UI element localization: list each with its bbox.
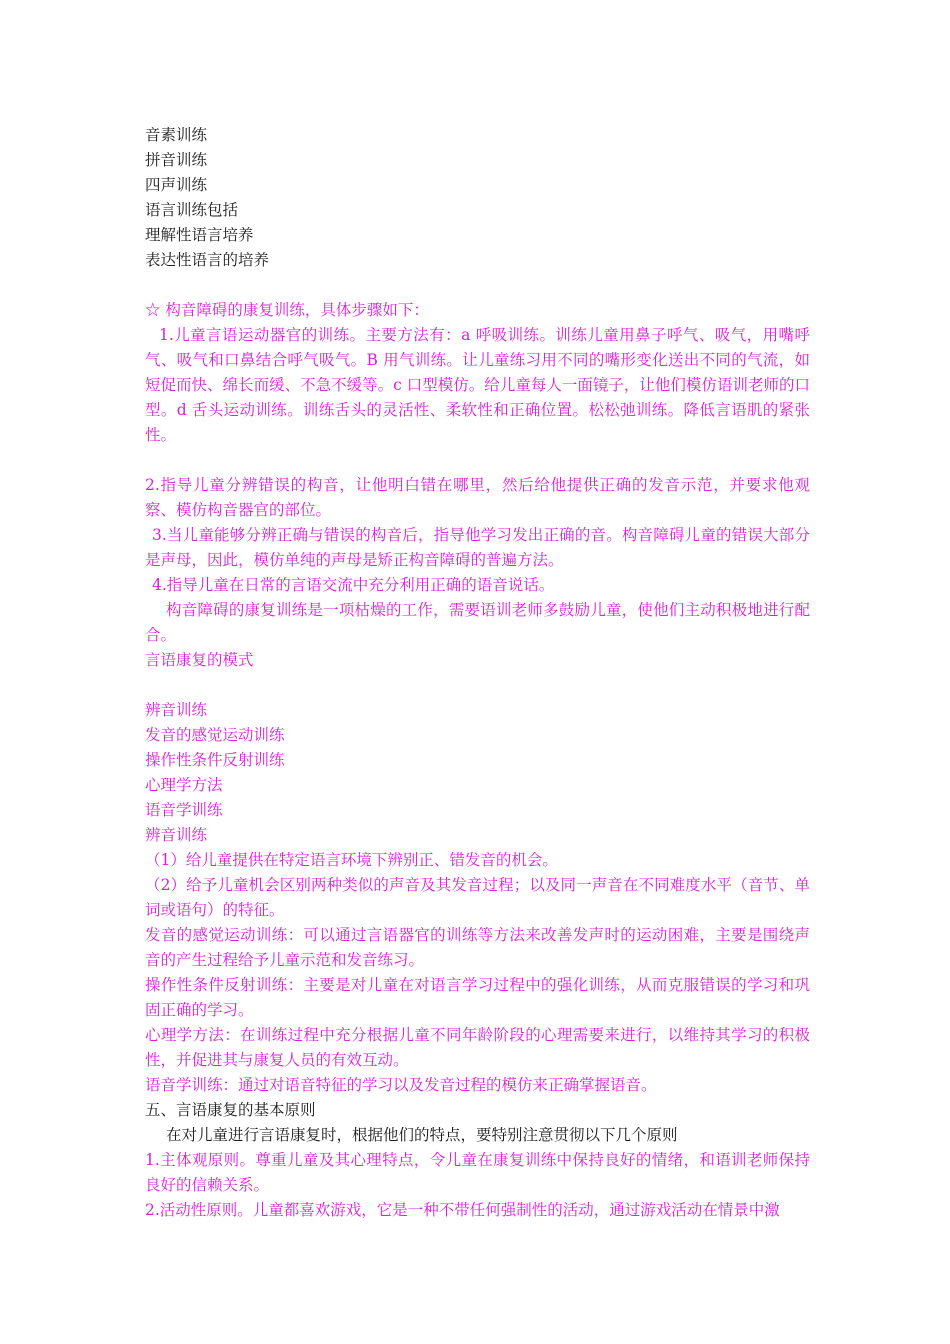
list-item: 拼音训练: [145, 151, 208, 169]
paragraph-detail-6: 语音学训练：通过对语音特征的学习以及发音过程的模仿来正确掌握语音。: [145, 1076, 657, 1094]
list-item: 四声训练: [145, 176, 208, 194]
section-title: 五、言语康复的基本原则: [145, 1101, 316, 1119]
section-title: 言语康复的模式: [145, 651, 254, 669]
paragraph-step-4: 4.指导儿童在日常的言语交流中充分利用正确的语音说话。: [152, 576, 555, 594]
list-item: 音素训练: [145, 126, 208, 144]
blank-line: [145, 448, 810, 473]
paragraph-detail-5: 心理学方法：在训练过程中充分根据儿童不同年龄阶段的心理需要来进行，以维持其学习的积极性，并促进其与康复人员的有效互动。: [145, 1026, 810, 1069]
paragraph-intro: 在对儿童进行言语康复时，根据他们的特点，要特别注意贯彻以下几个原则: [166, 1126, 678, 1144]
section-heading: ☆ 构音障碍的康复训练，具体步骤如下：: [145, 301, 429, 319]
list-item: 理解性语言培养: [145, 226, 254, 244]
blank-line: [145, 673, 810, 698]
paragraph-detail-1: （1）给儿童提供在特定语言环境下辨别正、错发音的机会。: [145, 851, 558, 869]
paragraph-detail-3: 发音的感觉运动训练：可以通过言语器官的训练等方法来改善发声时的运动困难，主要是围绕声音的产生过程给予儿童示范和发音练习。: [145, 926, 810, 969]
paragraph-step-2: 2.指导儿童分辨错误的构音，让他明白错在哪里，然后给他提供正确的发音示范，并要求他观察、模仿构音器官的部位。: [145, 476, 810, 519]
list-item: 辨音训练: [145, 826, 208, 844]
blank-line: [145, 273, 810, 298]
paragraph-step-3: 3.当儿童能够分辨正确与错误的构音后，指导他学习发出正确的音。构音障碍儿童的错误大部分是声母，因此，模仿单纯的声母是矫正构音障碍的普遍方法。: [145, 526, 810, 569]
list-item: 辨音训练: [145, 701, 208, 719]
list-item: 心理学方法: [145, 776, 223, 794]
list-item: 操作性条件反射训练: [145, 751, 285, 769]
paragraph-principle-1: 1.主体观原则。尊重儿童及其心理特点，令儿童在康复训练中保持良好的情绪，和语训老师保持良好的信赖关系。: [145, 1151, 810, 1194]
paragraph-principle-2: 2.活动性原则。儿童都喜欢游戏，它是一种不带任何强制性的活动，通过游戏活动在情景中激: [145, 1201, 780, 1219]
list-item: 语音学训练: [145, 801, 223, 819]
paragraph-step-1: 1.儿童言语运动器官的训练。主要方法有：a 呼吸训练。训练儿童用鼻子呼气、吸气，用嘴呼气、吸气和口鼻结合呼气吸气。B 用气训练。让儿童练习用不同的嘴形变化送出不同的气流，如短促而快、绵长而缓、不急不缓等。c 口型模仿。给儿童每人一面镜子，让他们模仿语训老师的口型。d 舌头运动训练。训练舌头的灵活性、柔软性和正确位置。松松弛训练。降低言语肌的紧张性。: [145, 326, 810, 444]
list-item: 发音的感觉运动训练: [145, 726, 285, 744]
paragraph-detail-4: 操作性条件反射训练：主要是对儿童在对语言学习过程中的强化训练，从而克服错误的学习和巩固正确的学习。: [145, 976, 810, 1019]
document-page: [145, 123, 810, 1223]
list-item: 表达性语言的培养: [145, 251, 270, 269]
paragraph-closing: 构音障碍的康复训练是一项枯燥的工作，需要语训老师多鼓励儿童，使他们主动积极地进行配合。: [145, 601, 810, 644]
list-item: 语言训练包括: [145, 201, 239, 219]
paragraph-detail-2: （2）给予儿童机会区别两种类似的声音及其发音过程；以及同一声音在不同难度水平（音节、单词或语句）的特征。: [145, 876, 810, 919]
